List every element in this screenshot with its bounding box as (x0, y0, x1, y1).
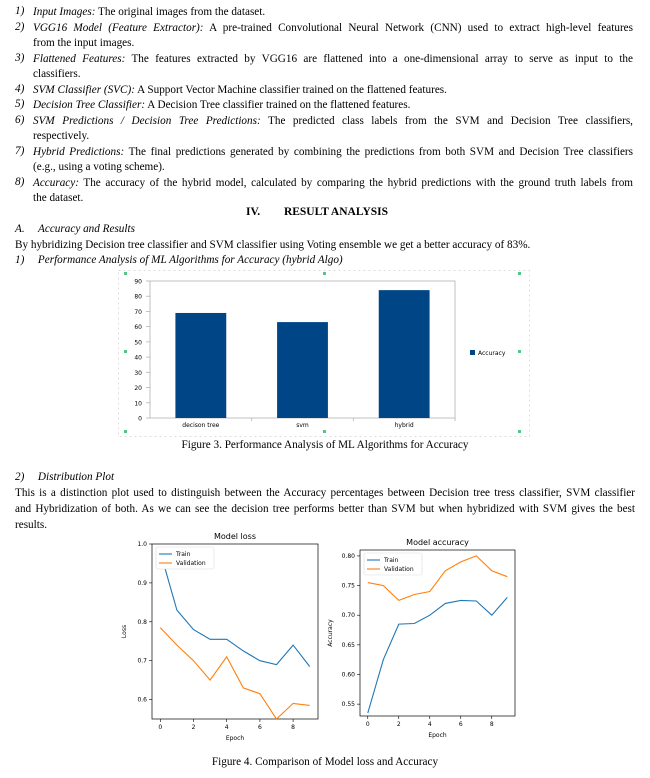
x-tick-label: hybrid (394, 422, 414, 429)
list-item-label: SVM Classifier (SVC): (33, 83, 135, 96)
series-line (160, 628, 309, 719)
list-item-text: The features extracted by VGG16 are flattened into a one-dimensional array to serve as input to the (125, 52, 633, 65)
selection-handle (518, 272, 521, 275)
y-tick-label: 50 (134, 339, 142, 347)
list-item-number: 2) (15, 20, 25, 33)
y-tick-label: 80 (134, 293, 142, 301)
bar (175, 313, 226, 418)
y-tick-label: 1.0 (137, 541, 147, 548)
legend-label: Validation (384, 566, 414, 573)
y-tick-label: 0.8 (137, 618, 147, 626)
legend-swatch (470, 350, 475, 355)
list-item-number: 6) (15, 113, 25, 126)
subsection-2-title: Distribution Plot (37, 471, 115, 483)
figure-3-caption: Figure 3. Performance Analysis of ML Algorithms for Accuracy (181, 439, 469, 451)
selection-handle (323, 430, 326, 433)
bar (277, 322, 328, 418)
figure-4-caption: Figure 4. Comparison of Model loss and Accuracy (211, 756, 439, 768)
list-item-line (33, 52, 633, 68)
y-tick-label: 0.55 (341, 701, 355, 709)
subsection-1-number: 1) (15, 254, 25, 266)
y-tick-label: 0.9 (137, 579, 147, 587)
list-item-text: The predicted class labels from the SVM and Decision Tree classifiers, (260, 114, 633, 127)
selection-handle (124, 350, 127, 353)
list-item-line (33, 5, 265, 21)
y-tick-label: 0.70 (341, 612, 355, 620)
list-item-number: 4) (15, 82, 25, 95)
list-item-continuation: from the input images. (33, 37, 135, 49)
plot-area (152, 544, 318, 719)
x-tick-label: 2 (396, 721, 401, 728)
list-item-line (33, 114, 633, 130)
list-item-number: 5) (15, 98, 25, 110)
list-item-text: The final predictions generated by combining the predictions from both SVM and Decision Tree classifiers (124, 145, 633, 158)
x-tick-label: 6 (458, 721, 463, 728)
legend-label: Accuracy (478, 350, 506, 357)
list-item-text: A pre-trained Convolutional Neural Network (CNN) used to extract high-level features (203, 21, 633, 34)
x-tick-label: 0 (365, 721, 370, 728)
list-item-text: A Decision Tree classifier trained on the flattened features. (145, 99, 411, 111)
list-item-number: 8) (15, 175, 25, 188)
legend-label: Validation (176, 560, 206, 567)
chart-title: Model loss (213, 532, 257, 541)
subsection-a-number: A. (15, 223, 25, 235)
list-item-text: The original images from the dataset. (95, 6, 266, 18)
list-item-line (33, 145, 633, 161)
list-item-line (33, 176, 633, 192)
list-item-continuation: the dataset. (33, 192, 84, 204)
section-heading (246, 206, 388, 218)
distribution-paragraph-line-2: and Hybridization of both. As we can see the decision tree performs better than SVM but when hybridized with SVM gives the best (15, 503, 635, 515)
x-tick-label: 8 (489, 721, 494, 728)
list-item-label: SVM Predictions / Decision Tree Predictions: (33, 114, 261, 127)
list-item-number: 1) (15, 5, 25, 17)
y-tick-label: 90 (134, 278, 142, 286)
bar (379, 290, 430, 418)
x-tick-label: 0 (158, 724, 163, 731)
list-item-continuation: classifiers. (33, 68, 81, 80)
y-tick-label: 0.75 (341, 582, 355, 590)
y-tick-label: 0.60 (341, 671, 355, 679)
y-tick-label: 0 (138, 415, 142, 423)
y-tick-label: 0.65 (341, 641, 355, 649)
subsection-1-title: Performance Analysis of ML Algorithms for Accuracy (hybrid Algo) (37, 254, 343, 266)
model-accuracy-chart (320, 536, 520, 742)
list-item-line (33, 83, 447, 99)
x-tick-label: 4 (427, 721, 432, 728)
list-item-text: The accuracy of the hybrid model, calculated by comparing the hybrid predictions with the ground truth labels from (78, 176, 633, 189)
list-item-label: Hybrid Predictions: (33, 145, 125, 158)
subsection-2-number: 2) (15, 471, 25, 483)
y-tick-label: 0.6 (137, 696, 147, 704)
list-item-line (33, 21, 633, 37)
x-axis-label: Epoch (225, 735, 245, 742)
selection-handle (518, 350, 521, 353)
x-tick-label: 8 (291, 724, 296, 731)
y-tick-label: 0.7 (137, 657, 147, 665)
subsection-2 (15, 470, 114, 486)
selection-handle (518, 430, 521, 433)
x-tick-label: decison tree (182, 422, 220, 429)
list-item-number: 7) (15, 144, 25, 157)
list-item-label: VGG16 Model (Feature Extractor): (33, 21, 204, 34)
y-tick-label: 60 (134, 324, 142, 332)
subsection-a-title: Accuracy and Results (38, 223, 135, 235)
y-tick-label: 70 (134, 308, 142, 316)
legend-label: Train (384, 557, 399, 564)
accuracy-paragraph: By hybridizing Decision tree classifier and SVM classifier using Voting ensemble we get a better accuracy of 83%. (15, 239, 531, 251)
series-line (368, 597, 508, 713)
model-loss-chart (112, 530, 322, 742)
x-tick-label: 4 (224, 724, 229, 731)
accuracy-bar-chart (118, 270, 530, 438)
x-tick-label: 6 (257, 724, 262, 731)
list-item-label: Flattened Features: (33, 52, 126, 65)
x-tick-label: svm (296, 422, 309, 429)
list-item-text: A Support Vector Machine classifier trained on the flattened features. (134, 83, 447, 96)
distribution-paragraph-line-3: results. (15, 519, 48, 531)
y-tick-label: 20 (134, 385, 142, 393)
x-axis-label: Epoch (428, 732, 447, 739)
list-item-label: Decision Tree Classifier: (33, 99, 146, 111)
list-item-number: 3) (15, 51, 25, 64)
y-tick-label: 10 (134, 400, 142, 408)
list-item-label: Input Images: (33, 6, 96, 18)
chart-title: Model accuracy (406, 538, 469, 547)
y-axis-label: Loss (121, 624, 128, 639)
x-tick-label: 2 (191, 724, 196, 731)
distribution-paragraph-line-1: This is a distinction plot used to distinguish between the Accuracy percentages between Decision tree tress classifier, SVM classifier (15, 487, 635, 499)
y-tick-label: 0.80 (341, 552, 355, 560)
y-tick-label: 40 (134, 354, 142, 362)
selection-handle (323, 272, 326, 275)
list-item-label: Accuracy: (33, 176, 79, 189)
subsection-a (15, 222, 135, 238)
section-title: RESULT ANALYSIS (283, 206, 389, 218)
selection-handle (124, 272, 127, 275)
subsection-1 (15, 253, 343, 269)
y-axis-label: Accuracy (327, 619, 334, 647)
selection-handle (124, 430, 127, 433)
list-item-line (33, 98, 410, 114)
section-number: IV. (246, 206, 261, 218)
y-tick-label: 30 (134, 369, 142, 377)
legend-label: Train (176, 551, 191, 558)
list-item-continuation: respectively. (33, 130, 90, 142)
list-item-continuation: (e.g., using a voting scheme). (33, 161, 165, 173)
